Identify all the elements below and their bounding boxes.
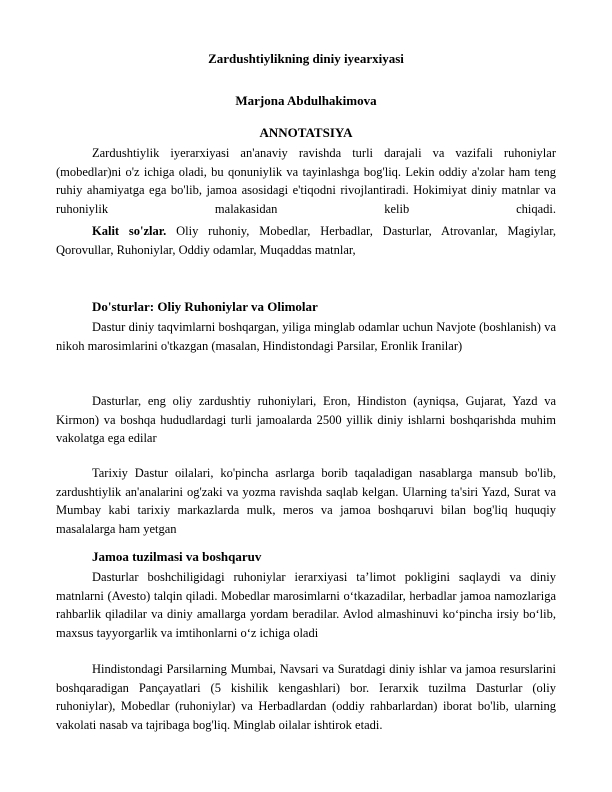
keywords-label: Kalit so'zlar. — [92, 224, 167, 238]
annotation-heading: ANNOTATSIYA — [259, 125, 353, 140]
section2-paragraph-2: Hindistondagi Parsilarning Mumbai, Navsari va Suratdagi diniy ishlar va jamoa resurslarini boshqaradigan Pançayatlari (5 kishilik kengashlari) bor. Ierarxik tuzilma Dasturlar (oliy ruhoniylar), Mobedlar (ruhoniylar) va Herbadlardan (oddiy rahbarlardan) iborat bo'lib, ularning vakolati nasab va tajribaga bog'liq. Minglab oilalar ishtirok etadi. — [56, 662, 556, 732]
document-author: Marjona Abdulhakimova — [235, 93, 377, 108]
section1-paragraph-2: Dasturlar, eng oliy zardushtiy ruhoniylari, Eron, Hindiston (ayniqsa, Gujarat, Yazd va Kirmon) va boshqa hududlardagi turli jamoalarda 2500 yillik diniy ishlarni boshqarishda muhim vakolatga ega edilar — [56, 394, 556, 445]
keywords-paragraph — [56, 222, 556, 259]
section2-paragraph-1: Dasturlar boshchiligidagi ruhoniylar ierarxiyasi ta’limot pokligini saqlaydi va diniy matnlarni (Avesto) talqin qiladi. Mobedlar marosimlarni o‘tkazadilar, herbadlar jamoa namozlariga rahbarlik qiladilar va diniy amallarga yordam beradilar. Avlod almashinuvi ko‘pincha irsiy bo‘lib, maxsus tayyorgarlik va imtihonlarni o‘z ichiga oladi — [56, 570, 556, 640]
section1-paragraph-3: Tarixiy Dastur oilalari, ko'pincha asrlarga borib taqaladigan nasablarga mansub bo'lib, zardushtiylik an'analarini og'zaki va yozma ravishda saqlab kelgan. Ularning ta'siri Yazd, Surat va Mumbay kabi tarixiy markazlarda mulk, meros va jamoa boshqaruvi bilan bog'liq huquqiy masalalarga ham yetgan — [56, 466, 556, 536]
document-title: Zardushtiylikning diniy iyearxiyasi — [208, 51, 404, 66]
section1-heading: Do'sturlar: Oliy Ruhoniylar va Olimolar — [92, 299, 318, 314]
section1-paragraph-1: Dastur diniy taqvimlarni boshqargan, yiliga minglab odamlar uchun Navjote (boshlanish) va nikoh marosimlarini o'tkazgan (masalan, Hindistondagi Parsilar, Eronlik Iranilar) — [56, 320, 556, 353]
section2-heading: Jamoa tuzilmasi va boshqaruv — [92, 549, 262, 564]
keywords-text: Oliy ruhoniy, Mobedlar, Herbadlar, Dasturlar, Atrovanlar, Magiylar, Qorovullar, Ruhoniylar, Oddiy odamlar, Muqaddas matnlar, — [56, 224, 556, 257]
annotation-paragraph: Zardushtiylik iyerarxiyasi an'anaviy ravishda turli darajali va vazifali ruhoniylar (mobedlar)ni o'z ichiga oladi, bu qonuniylik va tayinlashga bog'liq. Lekin oddiy a'zolar ham teng ruhiy ahamiyatga ega bo'lib, jamoa asosidagi e'tiqodni rivojlantiradi. Hokimiyat diniy matnlar va ruhoniylik malakasidan kelib chiqadi. — [56, 146, 556, 216]
